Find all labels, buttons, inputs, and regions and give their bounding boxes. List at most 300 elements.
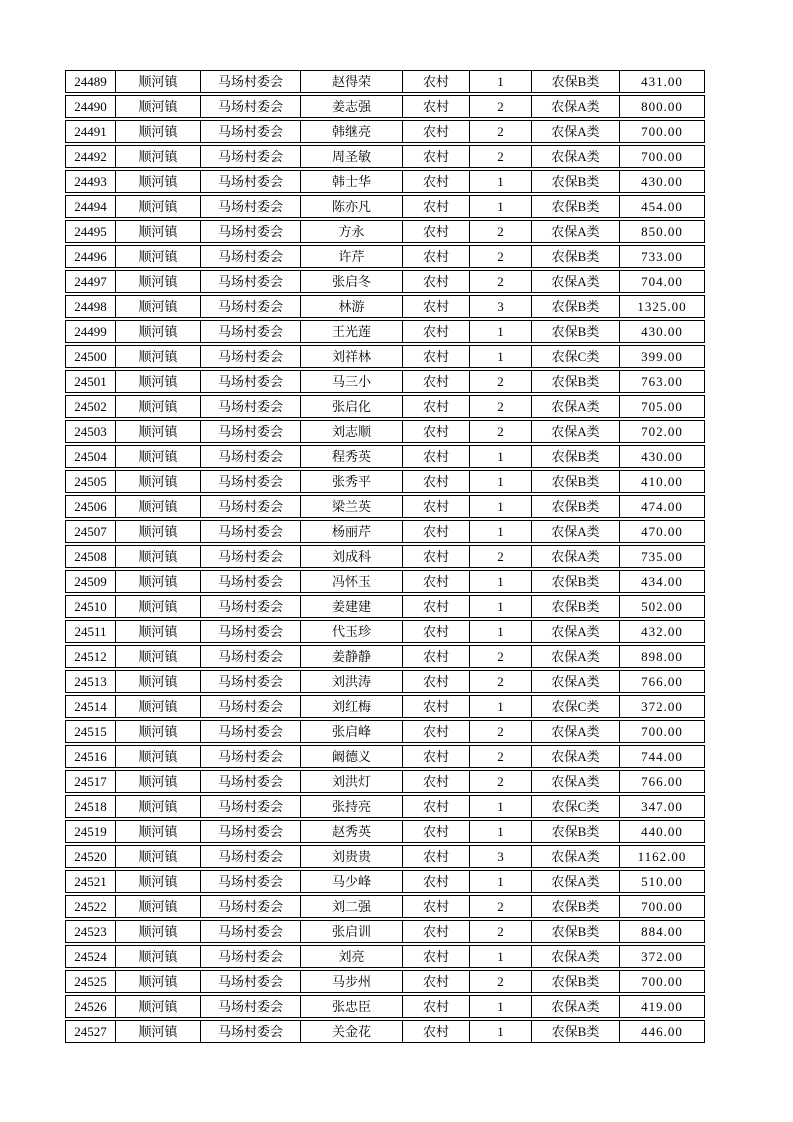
cell-amount: 766.00 bbox=[641, 774, 683, 789]
cell-insurance-category: 农保B类 bbox=[532, 896, 620, 917]
table-row bbox=[65, 145, 705, 168]
table-row bbox=[65, 220, 705, 243]
cell-amount: 430.00 bbox=[641, 449, 683, 464]
cell-amount: 884.00 bbox=[641, 924, 683, 939]
cell-area-type: 农村 bbox=[403, 96, 470, 117]
cell-town-name: 顺河镇 bbox=[116, 771, 201, 792]
cell-serial-number: 24502 bbox=[66, 396, 116, 417]
cell-person-name: 刘贵贵 bbox=[301, 846, 403, 867]
cell-area-type: 农村 bbox=[403, 721, 470, 742]
cell-amount: 898.00 bbox=[641, 649, 683, 664]
table-row bbox=[65, 895, 705, 918]
cell-insurance-category: 农保A类 bbox=[532, 721, 620, 742]
cell-town-name: 顺河镇 bbox=[116, 1021, 201, 1042]
cell-insurance-category: 农保A类 bbox=[532, 271, 620, 292]
table-row bbox=[65, 70, 705, 93]
cell-insurance-category: 农保B类 bbox=[532, 371, 620, 392]
cell-amount: 733.00 bbox=[641, 249, 683, 264]
cell-amount: 470.00 bbox=[641, 524, 683, 539]
cell-town-name: 顺河镇 bbox=[116, 421, 201, 442]
cell-serial-number: 24515 bbox=[66, 721, 116, 742]
cell-person-count: 1 bbox=[470, 496, 532, 517]
cell-amount: 432.00 bbox=[641, 624, 683, 639]
cell-area-type: 农村 bbox=[403, 696, 470, 717]
cell-area-type: 农村 bbox=[403, 446, 470, 467]
cell-amount: 454.00 bbox=[641, 199, 683, 214]
cell-insurance-category: 农保B类 bbox=[532, 821, 620, 842]
cell-person-count: 2 bbox=[470, 96, 532, 117]
cell-serial-number: 24527 bbox=[66, 1021, 116, 1042]
cell-area-type: 农村 bbox=[403, 171, 470, 192]
cell-person-name: 程秀英 bbox=[301, 446, 403, 467]
cell-insurance-category: 农保C类 bbox=[532, 696, 620, 717]
pension-records-table bbox=[65, 70, 705, 1045]
cell-insurance-category: 农保A类 bbox=[532, 96, 620, 117]
cell-person-count: 3 bbox=[470, 296, 532, 317]
cell-person-name: 方永 bbox=[301, 221, 403, 242]
cell-amount: 440.00 bbox=[641, 824, 683, 839]
cell-insurance-category: 农保B类 bbox=[532, 446, 620, 467]
cell-village-committee: 马场村委会 bbox=[201, 146, 301, 167]
cell-person-count: 1 bbox=[470, 196, 532, 217]
cell-town-name: 顺河镇 bbox=[116, 796, 201, 817]
cell-amount: 705.00 bbox=[641, 399, 683, 414]
cell-insurance-category: 农保A类 bbox=[532, 546, 620, 567]
cell-serial-number: 24489 bbox=[66, 71, 116, 92]
cell-amount: 1162.00 bbox=[637, 849, 687, 864]
table-row bbox=[65, 745, 705, 768]
cell-person-count: 1 bbox=[470, 996, 532, 1017]
cell-person-name: 刘二强 bbox=[301, 896, 403, 917]
cell-person-name: 杨丽芹 bbox=[301, 521, 403, 542]
cell-person-count: 2 bbox=[470, 921, 532, 942]
cell-area-type: 农村 bbox=[403, 796, 470, 817]
cell-town-name: 顺河镇 bbox=[116, 996, 201, 1017]
cell-amount: 399.00 bbox=[641, 349, 683, 364]
cell-insurance-category: 农保B类 bbox=[532, 321, 620, 342]
cell-village-committee: 马场村委会 bbox=[201, 971, 301, 992]
table-row bbox=[65, 395, 705, 418]
cell-insurance-category: 农保B类 bbox=[532, 971, 620, 992]
cell-person-count: 2 bbox=[470, 221, 532, 242]
cell-amount: 735.00 bbox=[641, 549, 683, 564]
cell-person-count: 2 bbox=[470, 146, 532, 167]
table-row bbox=[65, 820, 705, 843]
cell-serial-number: 24492 bbox=[66, 146, 116, 167]
cell-insurance-category: 农保B类 bbox=[532, 171, 620, 192]
cell-person-name: 刘成科 bbox=[301, 546, 403, 567]
cell-insurance-category: 农保A类 bbox=[532, 521, 620, 542]
cell-village-committee: 马场村委会 bbox=[201, 996, 301, 1017]
cell-person-count: 1 bbox=[470, 946, 532, 967]
cell-person-name: 许芹 bbox=[301, 246, 403, 267]
cell-village-committee: 马场村委会 bbox=[201, 246, 301, 267]
cell-person-name: 韩士华 bbox=[301, 171, 403, 192]
cell-person-name: 陈亦凡 bbox=[301, 196, 403, 217]
cell-insurance-category: 农保B类 bbox=[532, 596, 620, 617]
cell-amount: 850.00 bbox=[641, 224, 683, 239]
cell-insurance-category: 农保A类 bbox=[532, 846, 620, 867]
cell-person-count: 1 bbox=[470, 821, 532, 842]
cell-insurance-category: 农保C类 bbox=[532, 346, 620, 367]
cell-serial-number: 24510 bbox=[66, 596, 116, 617]
cell-town-name: 顺河镇 bbox=[116, 921, 201, 942]
cell-amount: 766.00 bbox=[641, 674, 683, 689]
cell-village-committee: 马场村委会 bbox=[201, 221, 301, 242]
cell-amount: 1325.00 bbox=[637, 299, 687, 314]
cell-village-committee: 马场村委会 bbox=[201, 1021, 301, 1042]
cell-insurance-category: 农保B类 bbox=[532, 296, 620, 317]
cell-person-count: 2 bbox=[470, 971, 532, 992]
cell-serial-number: 24497 bbox=[66, 271, 116, 292]
cell-village-committee: 马场村委会 bbox=[201, 521, 301, 542]
cell-insurance-category: 农保A类 bbox=[532, 621, 620, 642]
cell-serial-number: 24505 bbox=[66, 471, 116, 492]
cell-person-name: 韩继亮 bbox=[301, 121, 403, 142]
cell-town-name: 顺河镇 bbox=[116, 871, 201, 892]
cell-insurance-category: 农保B类 bbox=[532, 471, 620, 492]
cell-amount: 446.00 bbox=[641, 1024, 683, 1039]
cell-area-type: 农村 bbox=[403, 246, 470, 267]
table-row bbox=[65, 1020, 705, 1043]
cell-town-name: 顺河镇 bbox=[116, 646, 201, 667]
cell-person-name: 张秀平 bbox=[301, 471, 403, 492]
cell-person-count: 2 bbox=[470, 121, 532, 142]
cell-insurance-category: 农保A类 bbox=[532, 746, 620, 767]
table-row bbox=[65, 720, 705, 743]
cell-town-name: 顺河镇 bbox=[116, 471, 201, 492]
cell-area-type: 农村 bbox=[403, 496, 470, 517]
cell-amount: 372.00 bbox=[641, 949, 683, 964]
cell-amount: 347.00 bbox=[641, 799, 683, 814]
table-row bbox=[65, 195, 705, 218]
cell-area-type: 农村 bbox=[403, 996, 470, 1017]
cell-amount: 704.00 bbox=[641, 274, 683, 289]
cell-person-count: 2 bbox=[470, 746, 532, 767]
table-row bbox=[65, 645, 705, 668]
cell-amount: 419.00 bbox=[641, 999, 683, 1014]
cell-area-type: 农村 bbox=[403, 346, 470, 367]
table-row bbox=[65, 295, 705, 318]
cell-person-count: 2 bbox=[470, 771, 532, 792]
cell-town-name: 顺河镇 bbox=[116, 671, 201, 692]
cell-area-type: 农村 bbox=[403, 221, 470, 242]
cell-amount: 702.00 bbox=[641, 424, 683, 439]
table-row bbox=[65, 470, 705, 493]
cell-area-type: 农村 bbox=[403, 846, 470, 867]
cell-insurance-category: 农保B类 bbox=[532, 196, 620, 217]
cell-area-type: 农村 bbox=[403, 371, 470, 392]
cell-village-committee: 马场村委会 bbox=[201, 871, 301, 892]
cell-serial-number: 24526 bbox=[66, 996, 116, 1017]
cell-serial-number: 24506 bbox=[66, 496, 116, 517]
table-row bbox=[65, 620, 705, 643]
cell-town-name: 顺河镇 bbox=[116, 446, 201, 467]
cell-person-name: 赵秀英 bbox=[301, 821, 403, 842]
cell-town-name: 顺河镇 bbox=[116, 396, 201, 417]
cell-village-committee: 马场村委会 bbox=[201, 196, 301, 217]
cell-area-type: 农村 bbox=[403, 621, 470, 642]
cell-village-committee: 马场村委会 bbox=[201, 621, 301, 642]
cell-town-name: 顺河镇 bbox=[116, 221, 201, 242]
table-row bbox=[65, 320, 705, 343]
cell-serial-number: 24503 bbox=[66, 421, 116, 442]
cell-area-type: 农村 bbox=[403, 1021, 470, 1042]
cell-person-name: 刘志顺 bbox=[301, 421, 403, 442]
cell-insurance-category: 农保A类 bbox=[532, 671, 620, 692]
cell-village-committee: 马场村委会 bbox=[201, 121, 301, 142]
cell-person-name: 周圣敏 bbox=[301, 146, 403, 167]
table-row bbox=[65, 570, 705, 593]
cell-serial-number: 24511 bbox=[66, 621, 116, 642]
cell-town-name: 顺河镇 bbox=[116, 346, 201, 367]
table-row bbox=[65, 595, 705, 618]
cell-town-name: 顺河镇 bbox=[116, 96, 201, 117]
cell-town-name: 顺河镇 bbox=[116, 571, 201, 592]
cell-amount: 430.00 bbox=[641, 324, 683, 339]
cell-person-count: 2 bbox=[470, 721, 532, 742]
cell-person-name: 刘洪灯 bbox=[301, 771, 403, 792]
cell-person-name: 马步州 bbox=[301, 971, 403, 992]
cell-village-committee: 马场村委会 bbox=[201, 546, 301, 567]
cell-person-count: 1 bbox=[470, 696, 532, 717]
cell-village-committee: 马场村委会 bbox=[201, 321, 301, 342]
cell-village-committee: 马场村委会 bbox=[201, 821, 301, 842]
cell-serial-number: 24496 bbox=[66, 246, 116, 267]
cell-serial-number: 24507 bbox=[66, 521, 116, 542]
cell-person-count: 2 bbox=[470, 671, 532, 692]
cell-village-committee: 马场村委会 bbox=[201, 721, 301, 742]
cell-village-committee: 马场村委会 bbox=[201, 646, 301, 667]
cell-area-type: 农村 bbox=[403, 921, 470, 942]
cell-area-type: 农村 bbox=[403, 146, 470, 167]
table-row bbox=[65, 870, 705, 893]
cell-area-type: 农村 bbox=[403, 871, 470, 892]
cell-amount: 700.00 bbox=[641, 149, 683, 164]
table-row bbox=[65, 95, 705, 118]
cell-area-type: 农村 bbox=[403, 521, 470, 542]
cell-serial-number: 24494 bbox=[66, 196, 116, 217]
cell-insurance-category: 农保A类 bbox=[532, 946, 620, 967]
cell-area-type: 农村 bbox=[403, 821, 470, 842]
cell-serial-number: 24525 bbox=[66, 971, 116, 992]
table-row bbox=[65, 545, 705, 568]
cell-person-name: 代玉珍 bbox=[301, 621, 403, 642]
cell-person-name: 赵得荣 bbox=[301, 71, 403, 92]
cell-serial-number: 24490 bbox=[66, 96, 116, 117]
cell-amount: 510.00 bbox=[641, 874, 683, 889]
cell-person-count: 3 bbox=[470, 846, 532, 867]
cell-insurance-category: 农保A类 bbox=[532, 396, 620, 417]
cell-insurance-category: 农保B类 bbox=[532, 571, 620, 592]
table-row bbox=[65, 420, 705, 443]
cell-village-committee: 马场村委会 bbox=[201, 596, 301, 617]
cell-town-name: 顺河镇 bbox=[116, 296, 201, 317]
cell-serial-number: 24508 bbox=[66, 546, 116, 567]
cell-area-type: 农村 bbox=[403, 746, 470, 767]
cell-town-name: 顺河镇 bbox=[116, 946, 201, 967]
cell-person-count: 1 bbox=[470, 171, 532, 192]
cell-insurance-category: 农保A类 bbox=[532, 771, 620, 792]
cell-village-committee: 马场村委会 bbox=[201, 296, 301, 317]
cell-area-type: 农村 bbox=[403, 421, 470, 442]
cell-person-count: 2 bbox=[470, 646, 532, 667]
cell-person-count: 2 bbox=[470, 421, 532, 442]
cell-person-name: 张启冬 bbox=[301, 271, 403, 292]
cell-person-count: 1 bbox=[470, 321, 532, 342]
cell-village-committee: 马场村委会 bbox=[201, 471, 301, 492]
cell-village-committee: 马场村委会 bbox=[201, 896, 301, 917]
cell-person-count: 1 bbox=[470, 521, 532, 542]
cell-village-committee: 马场村委会 bbox=[201, 571, 301, 592]
cell-town-name: 顺河镇 bbox=[116, 821, 201, 842]
cell-insurance-category: 农保B类 bbox=[532, 246, 620, 267]
cell-person-count: 1 bbox=[470, 796, 532, 817]
cell-area-type: 农村 bbox=[403, 946, 470, 967]
cell-village-committee: 马场村委会 bbox=[201, 671, 301, 692]
cell-area-type: 农村 bbox=[403, 471, 470, 492]
cell-village-committee: 马场村委会 bbox=[201, 771, 301, 792]
table-row bbox=[65, 445, 705, 468]
cell-amount: 372.00 bbox=[641, 699, 683, 714]
cell-person-name: 张忠臣 bbox=[301, 996, 403, 1017]
table-row bbox=[65, 695, 705, 718]
cell-insurance-category: 农保B类 bbox=[532, 921, 620, 942]
cell-area-type: 农村 bbox=[403, 396, 470, 417]
cell-town-name: 顺河镇 bbox=[116, 246, 201, 267]
cell-amount: 763.00 bbox=[641, 374, 683, 389]
cell-serial-number: 24499 bbox=[66, 321, 116, 342]
cell-town-name: 顺河镇 bbox=[116, 846, 201, 867]
cell-person-name: 冯怀玉 bbox=[301, 571, 403, 592]
cell-person-count: 1 bbox=[470, 871, 532, 892]
cell-serial-number: 24519 bbox=[66, 821, 116, 842]
cell-amount: 800.00 bbox=[641, 99, 683, 114]
cell-town-name: 顺河镇 bbox=[116, 371, 201, 392]
cell-serial-number: 24501 bbox=[66, 371, 116, 392]
cell-village-committee: 马场村委会 bbox=[201, 271, 301, 292]
cell-town-name: 顺河镇 bbox=[116, 696, 201, 717]
cell-serial-number: 24522 bbox=[66, 896, 116, 917]
cell-insurance-category: 农保A类 bbox=[532, 421, 620, 442]
cell-village-committee: 马场村委会 bbox=[201, 496, 301, 517]
cell-area-type: 农村 bbox=[403, 71, 470, 92]
cell-insurance-category: 农保B类 bbox=[532, 496, 620, 517]
cell-village-committee: 马场村委会 bbox=[201, 71, 301, 92]
table-row bbox=[65, 795, 705, 818]
cell-town-name: 顺河镇 bbox=[116, 546, 201, 567]
cell-serial-number: 24509 bbox=[66, 571, 116, 592]
cell-town-name: 顺河镇 bbox=[116, 321, 201, 342]
table-row bbox=[65, 370, 705, 393]
cell-serial-number: 24493 bbox=[66, 171, 116, 192]
cell-village-committee: 马场村委会 bbox=[201, 746, 301, 767]
cell-amount: 700.00 bbox=[641, 124, 683, 139]
cell-town-name: 顺河镇 bbox=[116, 196, 201, 217]
cell-village-committee: 马场村委会 bbox=[201, 421, 301, 442]
table-row bbox=[65, 770, 705, 793]
cell-area-type: 农村 bbox=[403, 971, 470, 992]
cell-area-type: 农村 bbox=[403, 596, 470, 617]
cell-serial-number: 24516 bbox=[66, 746, 116, 767]
cell-person-name: 姜志强 bbox=[301, 96, 403, 117]
cell-village-committee: 马场村委会 bbox=[201, 346, 301, 367]
table-row bbox=[65, 120, 705, 143]
cell-area-type: 农村 bbox=[403, 321, 470, 342]
cell-person-name: 马三小 bbox=[301, 371, 403, 392]
table-row bbox=[65, 995, 705, 1018]
cell-insurance-category: 农保B类 bbox=[532, 71, 620, 92]
table-row bbox=[65, 245, 705, 268]
cell-person-count: 1 bbox=[470, 1021, 532, 1042]
cell-area-type: 农村 bbox=[403, 771, 470, 792]
cell-area-type: 农村 bbox=[403, 671, 470, 692]
cell-amount: 502.00 bbox=[641, 599, 683, 614]
cell-town-name: 顺河镇 bbox=[116, 146, 201, 167]
table-row bbox=[65, 670, 705, 693]
cell-area-type: 农村 bbox=[403, 271, 470, 292]
cell-town-name: 顺河镇 bbox=[116, 171, 201, 192]
cell-person-count: 2 bbox=[470, 396, 532, 417]
cell-serial-number: 24518 bbox=[66, 796, 116, 817]
cell-amount: 430.00 bbox=[641, 174, 683, 189]
cell-serial-number: 24500 bbox=[66, 346, 116, 367]
cell-serial-number: 24513 bbox=[66, 671, 116, 692]
cell-area-type: 农村 bbox=[403, 546, 470, 567]
cell-area-type: 农村 bbox=[403, 896, 470, 917]
cell-person-name: 梁兰英 bbox=[301, 496, 403, 517]
cell-serial-number: 24523 bbox=[66, 921, 116, 942]
cell-serial-number: 24514 bbox=[66, 696, 116, 717]
cell-area-type: 农村 bbox=[403, 571, 470, 592]
cell-village-committee: 马场村委会 bbox=[201, 696, 301, 717]
table-row bbox=[65, 920, 705, 943]
cell-amount: 474.00 bbox=[641, 499, 683, 514]
cell-amount: 410.00 bbox=[641, 474, 683, 489]
cell-person-name: 林游 bbox=[301, 296, 403, 317]
cell-village-committee: 马场村委会 bbox=[201, 846, 301, 867]
cell-town-name: 顺河镇 bbox=[116, 896, 201, 917]
cell-insurance-category: 农保A类 bbox=[532, 221, 620, 242]
cell-village-committee: 马场村委会 bbox=[201, 796, 301, 817]
table-row bbox=[65, 345, 705, 368]
cell-person-count: 1 bbox=[470, 346, 532, 367]
cell-serial-number: 24512 bbox=[66, 646, 116, 667]
cell-area-type: 农村 bbox=[403, 296, 470, 317]
table-row bbox=[65, 945, 705, 968]
cell-insurance-category: 农保A类 bbox=[532, 996, 620, 1017]
cell-town-name: 顺河镇 bbox=[116, 621, 201, 642]
cell-village-committee: 马场村委会 bbox=[201, 96, 301, 117]
table-row bbox=[65, 170, 705, 193]
cell-person-name: 刘洪涛 bbox=[301, 671, 403, 692]
table-row bbox=[65, 520, 705, 543]
cell-person-name: 马少峰 bbox=[301, 871, 403, 892]
cell-area-type: 农村 bbox=[403, 646, 470, 667]
cell-person-count: 1 bbox=[470, 471, 532, 492]
cell-serial-number: 24504 bbox=[66, 446, 116, 467]
cell-serial-number: 24498 bbox=[66, 296, 116, 317]
cell-town-name: 顺河镇 bbox=[116, 271, 201, 292]
cell-area-type: 农村 bbox=[403, 121, 470, 142]
cell-town-name: 顺河镇 bbox=[116, 596, 201, 617]
cell-person-name: 姜建建 bbox=[301, 596, 403, 617]
cell-village-committee: 马场村委会 bbox=[201, 921, 301, 942]
cell-town-name: 顺河镇 bbox=[116, 971, 201, 992]
cell-person-name: 张持亮 bbox=[301, 796, 403, 817]
cell-person-name: 姜静静 bbox=[301, 646, 403, 667]
cell-insurance-category: 农保A类 bbox=[532, 871, 620, 892]
